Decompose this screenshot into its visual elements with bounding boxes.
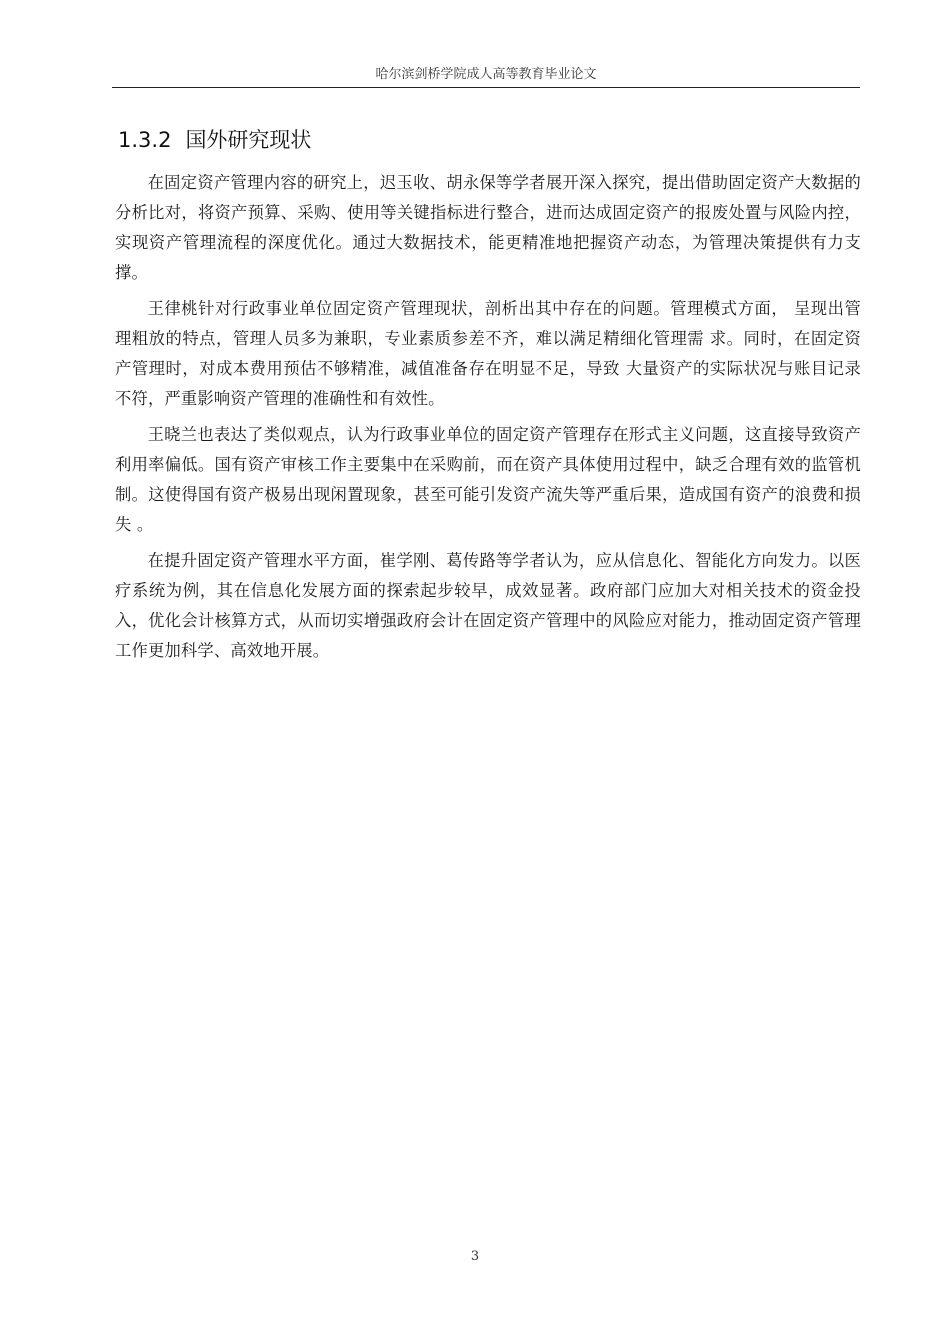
paragraph: 在固定资产管理内容的研究上，迟玉收、胡永保等学者展开深入探究，提出借助固定资产大数据的分析比对，将资产预算、采购、使用等关键指标进行整合，进而达成固定资产的报废处置与风险内控，实现资产管理流程的深度优化。通过大数据技术，能更精准地把握资产动态，为管理决策提供有力支撑。 (115, 173, 861, 282)
section-number: 1.3.2 (118, 128, 172, 152)
paragraph: 王晓兰也表达了类似观点，认为行政事业单位的固定资产管理存在形式主义问题，这直接导致资产利用率偏低。国有资产审核工作主要集中在采购前，而在资产具体使用过程中，缺乏合理有效的监管机制。这使得国有资产极易出现闲置现象，甚至可能引发资产流失等严重后果，造成国有资产的浪费和损失 。 (115, 425, 861, 534)
section-title: 国外研究现状 (185, 128, 312, 152)
section-heading (118, 124, 311, 156)
page-number: 3 (470, 1249, 480, 1264)
paragraph: 王律桃针对行政事业单位固定资产管理现状，剖析出其中存在的问题。管理模式方面， 呈现出管理粗放的特点，管理人员多为兼职，专业素质参差不齐，难以满足精细化管理需 求。同时，在固定资产管理时，对成本费用预估不够精准，减值准备存在明显不足，导致 大量资产的实际状况与账目记录不符，严重影响资产管理的准确性和有效性。 (115, 299, 861, 408)
body-text (115, 168, 861, 672)
running-header: 哈尔滨剑桥学院成人高等教育毕业论文 (375, 67, 597, 82)
paragraph: 在提升固定资产管理水平方面，崔学刚、葛传路等学者认为，应从信息化、智能化方向发力。以医疗系统为例，其在信息化发展方面的探索起步较早，成效显著。政府部门应加大对相关技术的资金投入，优化会计核算方式，从而切实增强政府会计在固定资产管理中的风险应对能力，推动固定资产管理工作更加科学、高效地开展。 (115, 551, 861, 660)
header-rule (112, 87, 860, 88)
